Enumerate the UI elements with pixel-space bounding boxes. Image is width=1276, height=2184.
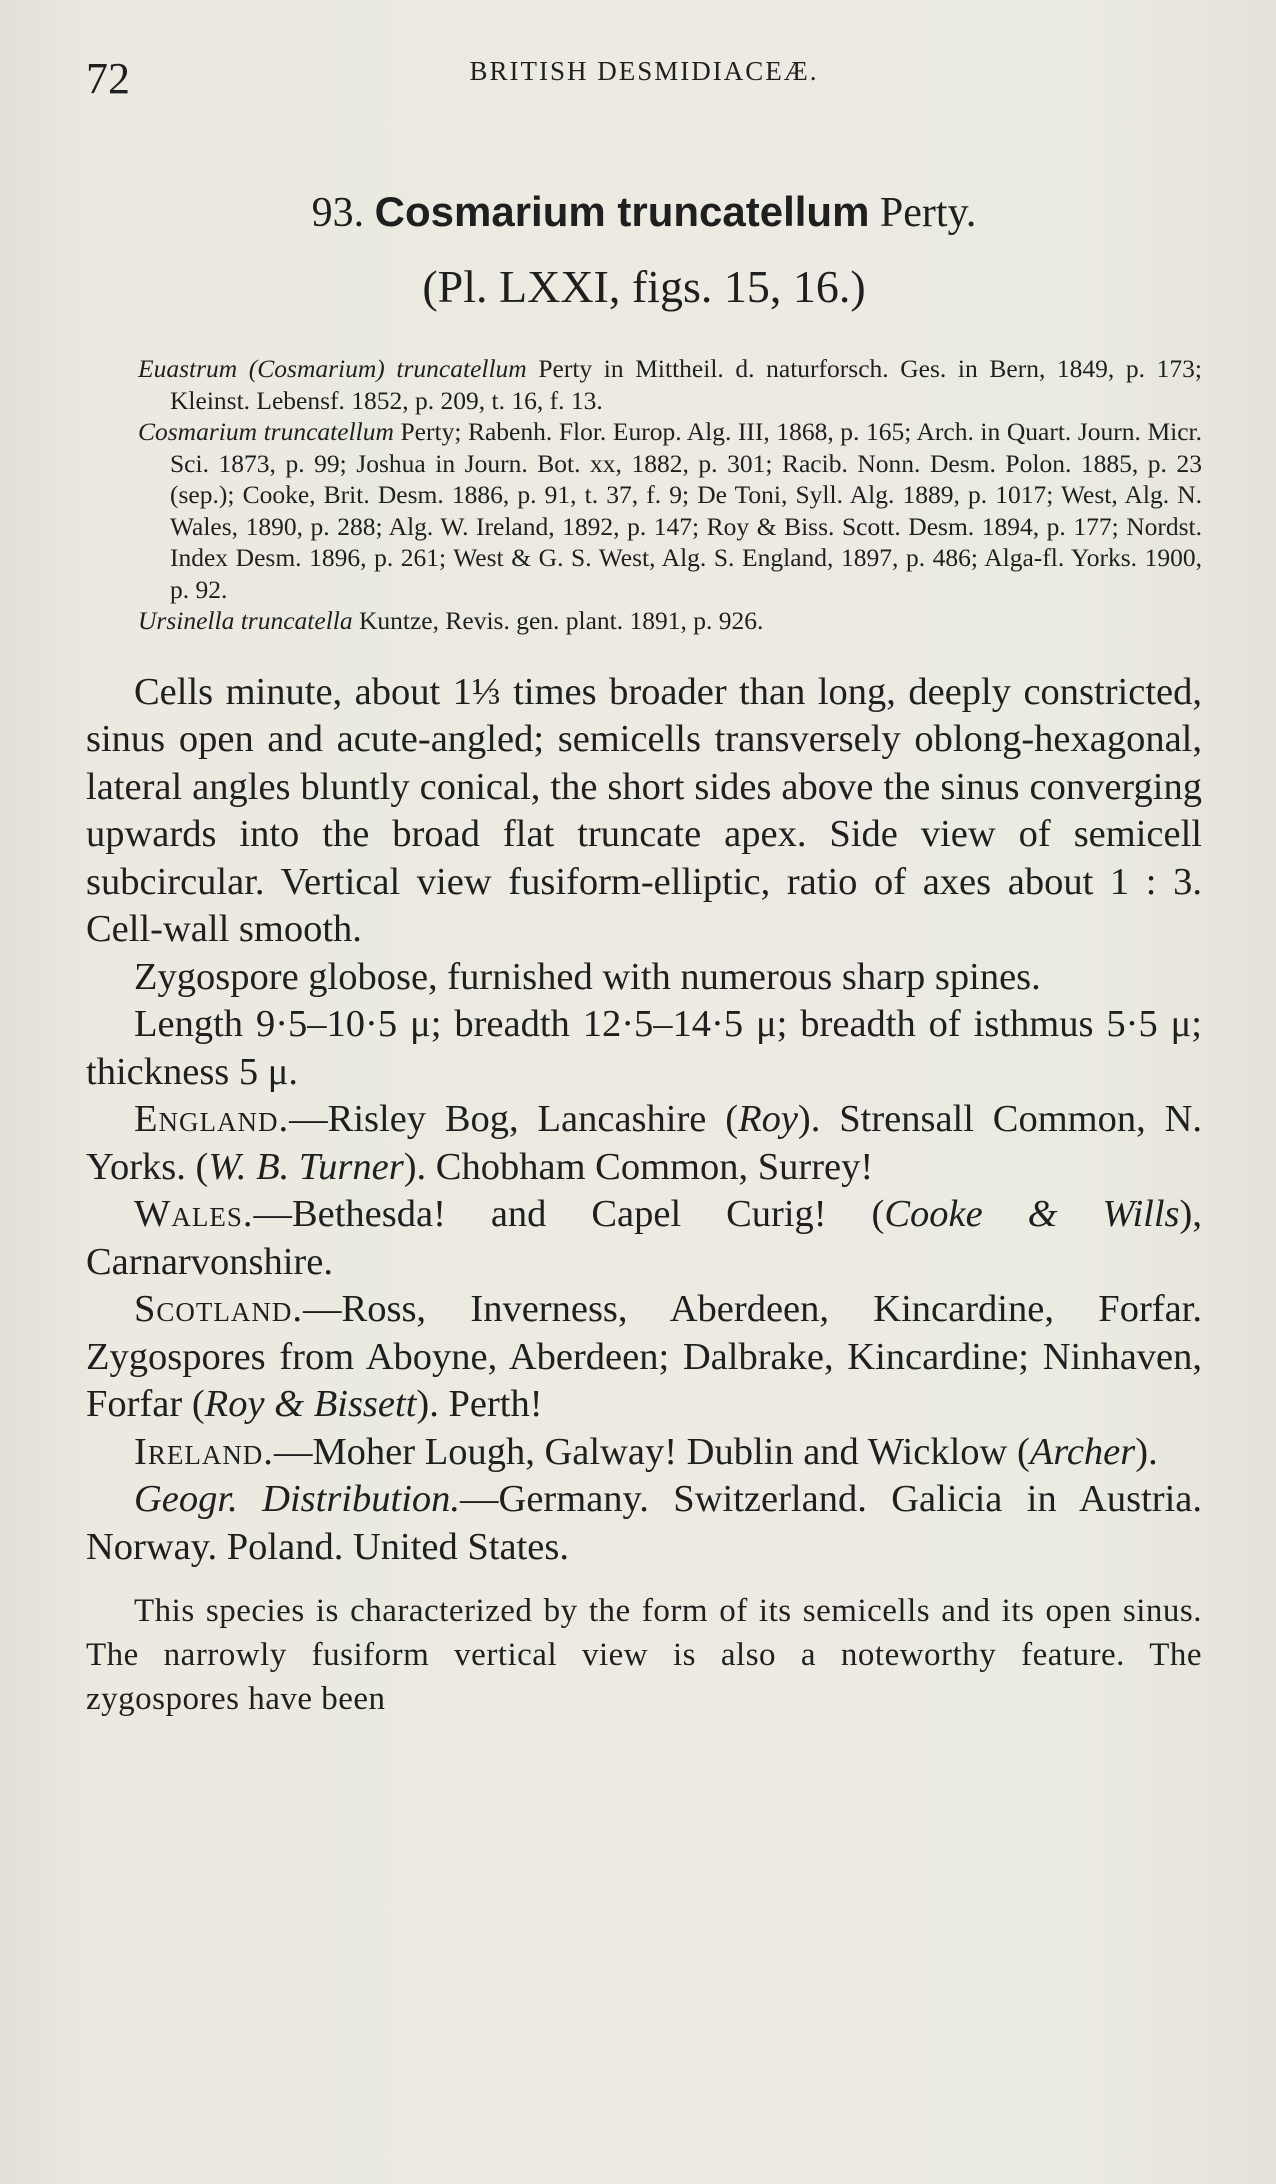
synonym-refs: Kuntze, Revis. gen. plant. 1891, p. 926. xyxy=(358,606,764,635)
synonym-name: Euastrum (Cosmarium) truncatellum xyxy=(138,354,527,383)
collector-name: Archer xyxy=(1029,1430,1136,1473)
synonym-entry xyxy=(138,605,1202,637)
synonym-refs: Perty in Mittheil. d. naturforsch. Ges. in Bern, 1849, p. 173; Kleinst. Lebensf. 1852, p. 209, t. 16, f. 13. xyxy=(170,354,1203,415)
page-header xyxy=(86,52,1202,106)
collector-name: W. B. Turner xyxy=(208,1145,404,1188)
synonym-name: Cosmarium truncatellum xyxy=(138,417,394,446)
locality-scotland: Scotland.—Ross, Inverness, Aberdeen, Kincardine, Forfar. Zygospores from Aboyne, Aberdeen; Dalbrake, Kincardine; Ninhaven, Forfar (Roy & Bissett). Perth! xyxy=(86,1288,1202,1425)
running-head: BRITISH DESMIDIACEÆ. xyxy=(469,56,819,86)
locality-wales: Wales.—Bethesda! and Capel Curig! (Cooke & Wills), Carnarvonshire. xyxy=(86,1193,1202,1283)
locality-head: England. xyxy=(134,1098,290,1140)
collector-name: Roy xyxy=(738,1098,798,1140)
locality-head: Wales. xyxy=(134,1193,254,1235)
species-title xyxy=(86,184,1202,241)
species-note: This species is characterized by the form of its semicells and its open sinus. The narrowly fusiform vertical view is also a noteworthy feature. The zygospores have been xyxy=(86,1593,1202,1717)
geographic-distribution: Geogr. Distribution.—Germany. Switzerland. Galicia in Austria. Norway. Poland. United States. xyxy=(86,1478,1202,1568)
locality-head: Ireland. xyxy=(134,1430,274,1473)
locality-head: Scotland. xyxy=(134,1288,304,1330)
plate-reference: (Pl. LXXI, figs. 15, 16.) xyxy=(422,261,866,312)
page-number: 72 xyxy=(86,54,130,103)
species-description xyxy=(86,669,1202,1572)
species-number: 93. xyxy=(311,190,365,236)
cell-description: Cells minute, about 1⅓ times broader than long, deeply constricted, sinus open and acute-angled; semicells transversely oblong-hexagonal, lateral angles bluntly conical, the short sides above the sinus converging upwards into the broad flat truncate apex. Side view of semicell subcircular. Vertical view fusiform-elliptic, ratio of axes about 1 : 3. Cell-wall smooth. xyxy=(86,670,1202,950)
synonym-name: Ursinella truncatella xyxy=(138,606,353,635)
locality-england: England.—Risley Bog, Lancashire (Roy). Strensall Common, N. Yorks. (W. B. Turner). Chobham Common, Surrey! xyxy=(86,1098,1202,1188)
collector-name: Cooke & Wills xyxy=(884,1193,1180,1235)
species-author: Perty. xyxy=(879,190,977,236)
species-binomial: Cosmarium truncatellum xyxy=(374,188,870,235)
synonym-entry xyxy=(138,416,1202,605)
synonym-entry xyxy=(138,353,1202,416)
zygospore-description: Zygospore globose, furnished with numerous sharp spines. xyxy=(134,955,1041,998)
locality-ireland: Ireland.—Moher Lough, Galway! Dublin and Wicklow (Archer). xyxy=(134,1430,1158,1473)
distribution-head: Geogr. Distribution. xyxy=(134,1478,461,1520)
dimensions: Length 9·5–10·5 μ; breadth 12·5–14·5 μ; breadth of isthmus 5·5 μ; thickness 5 μ. xyxy=(86,1003,1202,1093)
synonym-refs: Perty; Rabenh. Flor. Europ. Alg. III, 1868, p. 165; Arch. in Quart. Journ. Micr. Sci. 1873, p. 99; Joshua in Journ. Bot. xx, 1882, p. 301; Racib. Nonn. Desm. Polon. 1885, p. 23 (sep.); Cooke, Brit. Desm. 1886, p. 91, t. 37, f. 9; De Toni, Syll. Alg. 1889, p. 1017; West, Alg. N. Wales, 1890, p. 288; Alg. W. Ireland, 1892, p. 147; Roy & Biss. Scott. Desm. 1894, p. 177; Nordst. Index Desm. 1896, p. 261; West & G. S. West, Alg. S. England, 1897, p. 486; Alga-fl. Yorks. 1900, p. 92. xyxy=(170,417,1203,604)
synonymy-block xyxy=(86,353,1202,637)
collector-name: Roy & Bissett xyxy=(204,1383,417,1425)
